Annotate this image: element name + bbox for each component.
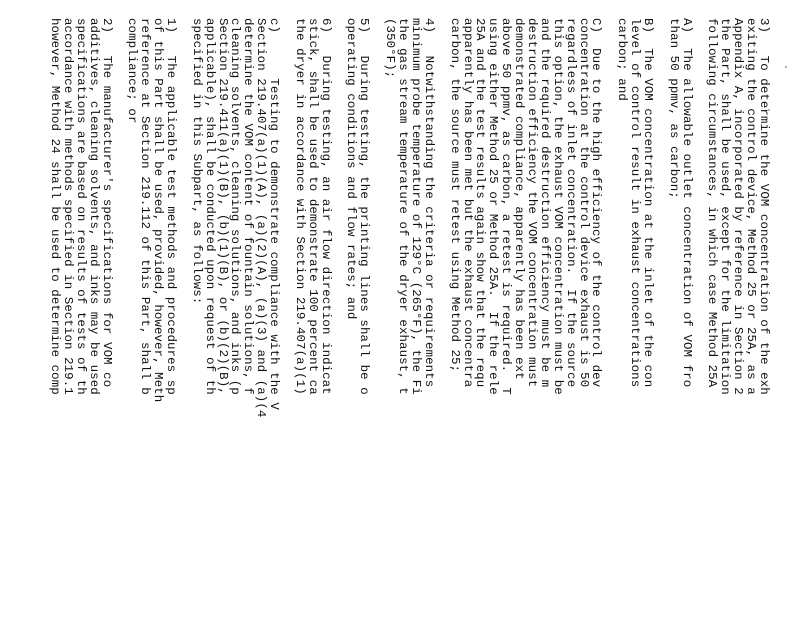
document-line: carbon; and [615, 18, 630, 101]
document-line: B) The VOM concentration at the inlet of the con [640, 18, 655, 388]
document-line: A) The allowable outlet concentration of VOM fro [679, 18, 694, 388]
document-line: applicable), shall be conducted upon request of th [202, 18, 217, 395]
document-line: however, Method 24 shall be used to determine comp [48, 18, 63, 395]
document-line: regardless of inlet concentration. If the source [563, 18, 578, 388]
document-line: carbon, the source must retest using Method 25; [447, 18, 462, 373]
document-line: C) Due to the high efficiency of the control dev [589, 18, 604, 388]
document-line: 3) To determine the VOM concentration of the exh [757, 18, 771, 395]
document-line: 25A and the test results again show that the requ [473, 18, 488, 388]
document-line: demonstrated compliance, apparently has been ext [512, 18, 527, 380]
document-line: stick, shall be used to demonstrate 100 percent ca [305, 18, 320, 395]
scan-speck [785, 66, 787, 68]
document-line: above 50 ppmv, as carbon, a retest is required. T [499, 18, 514, 395]
document-line: c) Testing to demonstrate compliance with the V [267, 18, 282, 410]
document-line: 4) Notwithstanding the criteria or requirements [421, 18, 436, 388]
blank-line [602, 18, 615, 618]
document-line: compliance; or [125, 18, 140, 124]
document-line: 6) During testing, an air flow direction indicat [318, 18, 333, 395]
blank-line [693, 18, 706, 618]
document-line: and the required destruction efficiency must be m [537, 18, 552, 388]
document-line: minimum probe temperature of 129°C (265°F), the Fi [408, 18, 423, 395]
document-line: accordance with methods specified in Section 219.1 [60, 18, 75, 395]
document-line: specified in this Subpart, as follows: [189, 18, 204, 305]
document-line: concentration at the control device exhaust is 50 [576, 18, 591, 388]
rotated-document-text [48, 18, 770, 618]
blank-line [370, 18, 383, 618]
document-line: determine the VOM content of fountain solutions, f [241, 18, 256, 395]
document-line: destruction efficiency the VOM concentration must [524, 18, 539, 388]
blank-line [435, 18, 448, 618]
document-line: Section 219.411(a)(1)(B), (b)(1)(B), or (b)(2)(B), [215, 18, 230, 395]
document-line: the Part, shall be used, except for the limitation [718, 18, 733, 395]
document-line: Section 219.407(a)(1)(A), (a)(2)(A), (a)(3) and (a)(4 [254, 18, 269, 418]
document-line: 1) The applicable test methods and procedures sp [164, 18, 179, 395]
document-line: using either Method 25 or Method 25A. If the rele [486, 18, 501, 395]
document-line: the gas stream temperature of the dryer exhaust, t [396, 18, 411, 395]
document-line: exiting the control device, Method 25 or 25A, as a [744, 18, 759, 395]
document-line: cleaning solvents, cleaning solutions, and inks (p [228, 18, 243, 395]
document-line: apparently has been met but the exhaust concentra [460, 18, 475, 388]
document-line: specifications are based on results of tests of th [73, 18, 88, 395]
document-line: reference at Section 219.112 of this Part, shall b [138, 18, 153, 395]
document-line: following circumstances, in which case Method 25A [705, 18, 720, 388]
document-line: level of control result in exhaust concentrations [628, 18, 643, 388]
document-line: this option, the exhaust VOM concentration must be [550, 18, 565, 395]
document-line: (350°F); [383, 18, 398, 79]
blank-line [332, 18, 345, 618]
document-line: 5) During testing, the printing lines shall be o [357, 18, 372, 395]
document-line: operating conditions and flow rates; and [344, 18, 359, 320]
blank-line [280, 18, 293, 618]
blank-line [113, 18, 126, 618]
document-line: than 50 ppmv, as carbon; [666, 18, 681, 199]
document-line: additives, cleaning solvents, and inks may be used [86, 18, 101, 395]
document-line: 2) The manufacturer's specifications for VOM co [99, 18, 114, 388]
document-line: Appendix A, incorporated by reference in Section 2 [731, 18, 746, 395]
document-line: the dryer in accordance with Section 219.407(a)(1) [292, 18, 307, 395]
document-line: of this Part shall be used, provided, however, Meth [151, 18, 166, 403]
blank-line [177, 18, 190, 618]
blank-line [654, 18, 667, 618]
